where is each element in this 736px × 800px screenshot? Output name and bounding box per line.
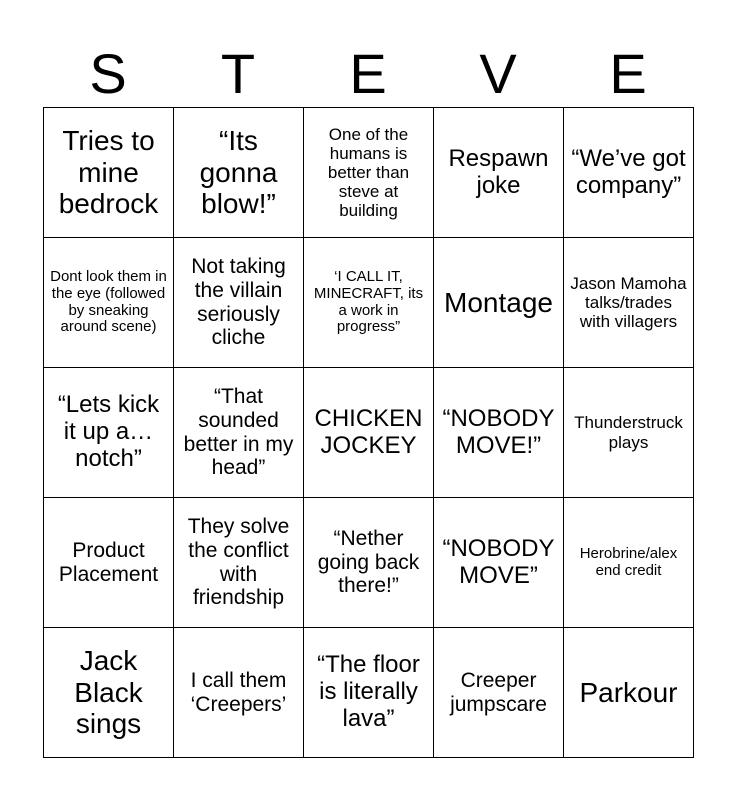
bingo-header: [43, 40, 693, 108]
bingo-cell[interactable]: Herobrine/alex end credit: [564, 498, 694, 628]
bingo-cell[interactable]: Product Placement: [44, 498, 174, 628]
bingo-cell[interactable]: Respawn joke: [434, 108, 564, 238]
board-row-3: [44, 368, 694, 498]
bingo-cell[interactable]: I call them ‘Creepers’: [174, 628, 304, 758]
board-row-2: [44, 238, 694, 368]
bingo-cell[interactable]: “Nether going back there!”: [304, 498, 434, 628]
bingo-cell[interactable]: CHICKEN JOCKEY: [304, 368, 434, 498]
bingo-cell[interactable]: Jack Black sings: [44, 628, 174, 758]
bingo-board: [43, 107, 694, 758]
bingo-cell[interactable]: Not taking the villain seriously cliche: [174, 238, 304, 368]
bingo-cell[interactable]: “Its gonna blow!”: [174, 108, 304, 238]
header-letter-v: V: [479, 42, 517, 105]
bingo-cell[interactable]: Tries to mine bedrock: [44, 108, 174, 238]
bingo-cell[interactable]: Jason Mamoha talks/trades with villagers: [564, 238, 694, 368]
header-letter-t: T: [220, 42, 256, 105]
board-row-1: [44, 108, 694, 238]
bingo-cell[interactable]: Thunderstruck plays: [564, 368, 694, 498]
bingo-cell[interactable]: “The floor is literally lava”: [304, 628, 434, 758]
bingo-cell[interactable]: “NOBODY MOVE!”: [434, 368, 564, 498]
bingo-cell[interactable]: Montage: [434, 238, 564, 368]
header-letter-e: E: [349, 42, 387, 105]
board-row-5: [44, 628, 694, 758]
bingo-cell[interactable]: “We’ve got company”: [564, 108, 694, 238]
bingo-cell[interactable]: Creeper jumpscare: [434, 628, 564, 758]
bingo-cell[interactable]: “That sounded better in my head”: [174, 368, 304, 498]
board-row-4: [44, 498, 694, 628]
bingo-cell[interactable]: One of the humans is better than steve at building: [304, 108, 434, 238]
bingo-cell[interactable]: Parkour: [564, 628, 694, 758]
bingo-cell[interactable]: Dont look them in the eye (followed by sneaking around scene): [44, 238, 174, 368]
header-letter-s: S: [89, 42, 127, 105]
header-letter-e-2: E: [609, 42, 647, 105]
bingo-cell[interactable]: ‘I CALL IT, MINECRAFT, its a work in progress”: [304, 238, 434, 368]
bingo-cell[interactable]: They solve the conflict with friendship: [174, 498, 304, 628]
bingo-cell[interactable]: “Lets kick it up a… notch”: [44, 368, 174, 498]
bingo-cell[interactable]: “NOBODY MOVE”: [434, 498, 564, 628]
